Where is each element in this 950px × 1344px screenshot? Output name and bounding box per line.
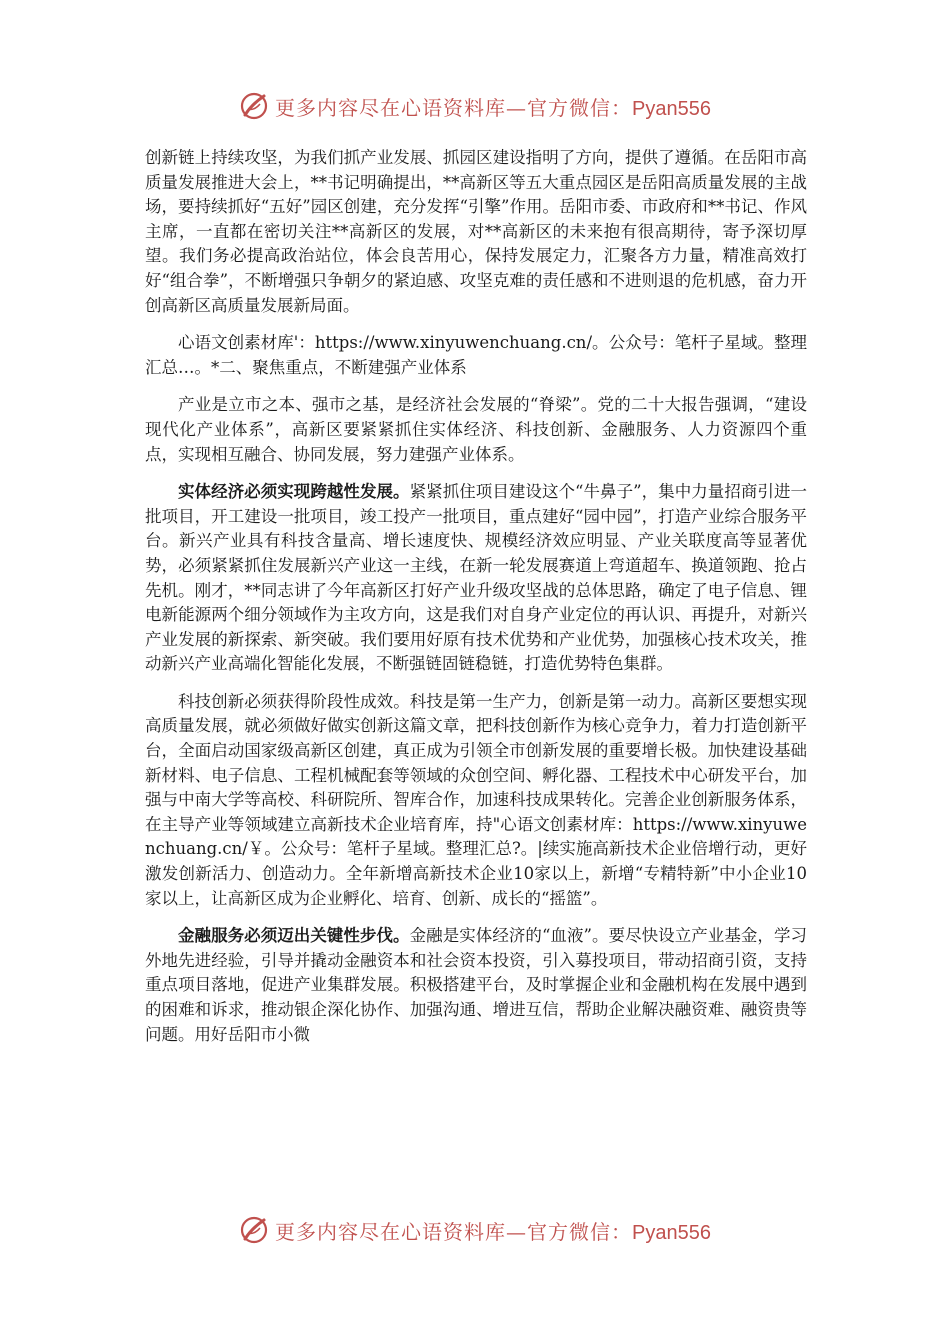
footer-banner-text <box>275 1216 711 1245</box>
paragraph-4 <box>145 480 807 677</box>
header-banner <box>0 86 950 126</box>
paragraph-4-heading: 实体经济必须实现跨越性发展。 <box>178 482 410 502</box>
footer-banner-title: 更多内容尽在心语资料库—官方微信： <box>275 1219 633 1244</box>
paragraph-6-heading: 金融服务必须迈出关键性步伐。 <box>178 926 410 946</box>
header-wechat-id: Pyan556 <box>632 97 711 120</box>
paragraph-5-text: 科技创新必须获得阶段性成效。科技是第一生产力，创新是第一动力。高新区要想实现高质量发展，就必须做好做实创新这篇文章，把科技创新作为核心竞争力，着力打造创新平台，全面启动国家级高新区创建，真正成为引领全市创新发展的重要增长极。加快建设基础新材料、电子信息、工程机械配套等领域的众创空间、孵化器、工程技术中心研发平台，加强与中南大学等高校、科研院所、智库合作，加速科技成果转化。完善企业创新服务体系，在主导产业等领域建立高新技术企业培育库，持"心语文创素材库：https://www.xinyuwenchuang.cn/￥。公众号：笔杆子星域。整理汇总?。|续实施高新技术企业倍增行动，更好激发创新活力、创造动力。全年新增高新技术企业10家以上，新增“专精特新”中小企业10家以上，让高新区成为企业孵化、培育、创新、成长的“摇篮”。 <box>145 691 807 908</box>
paragraph-1-text: 创新链上持续攻坚，为我们抓产业发展、抓园区建设指明了方向，提供了遵循。在岳阳市高质量发展推进大会上，**书记明确提出，**高新区等五大重点园区是岳阳高质量发展的主战场，要持续抓好“五好”园区创建，充分发挥“引擎”作用。岳阳市委、市政府和**书记、作风主席，一直都在密切关注**高新区的发展，对**高新区的未来抱有很高期待，寄予深切厚望。我们务必提高政治站位，体会良苦用心，保持发展定力，汇聚各方力量，精准高效打好“组合拳”，不断增强只争朝夕的紧迫感、攻坚克难的责任感和不进则退的危机感，奋力开创高新区高质量发展新局面。 <box>145 148 807 315</box>
paragraph-3 <box>145 393 807 467</box>
paragraph-4-text: 紧紧抓住项目建设这个“牛鼻子”，集中力量招商引进一批项目，开工建设一批项目，竣工投产一批项目，重点建好“园中园”，打造产业综合服务平台。新兴产业具有科技含量高、增长速度快、规模经济效应明显、产业关联度高等显著优势，必须紧紧抓住发展新兴产业这一主线，在新一轮发展赛道上弯道超车、换道领跑、抢占先机。刚才，**同志讲了今年高新区打好产业升级攻坚战的总体思路，确定了电子信息、锂电新能源两个细分领域作为主攻方向，这是我们对自身产业定位的再认识、再提升，对新兴产业发展的新探索、新突破。我们要用好原有技术优势和产业优势，加强核心技术攻关，推动新兴产业高端化智能化发展，不断强链固链稳链，打造优势特色集群。 <box>145 482 808 674</box>
header-banner-text <box>275 92 711 121</box>
paragraph-2 <box>145 331 807 380</box>
paragraph-5 <box>145 690 807 911</box>
paragraph-6 <box>145 924 807 1047</box>
paragraph-3-text: 产业是立市之本、强市之基，是经济社会发展的“脊梁”。党的二十大报告强调，“建设现代化产业体系”，高新区要紧紧抓住实体经济、科技创新、金融服务、人力资源四个重点，实现相互融合、协同发展，努力建强产业体系。 <box>145 395 807 464</box>
paragraph-6-text: 金融是实体经济的“血液”。要尽快设立产业基金，学习外地先进经验，引导并撬动金融资本和社会资本投资，引入募投项目，带动招商引资，支持重点项目落地，促进产业集群发展。积极搭建平台，及时掌握企业和金融机构在发展中遇到的困难和诉求，推动银企深化协作、加强沟通、增进互信，帮助企业解决融资难、融资贵等问题。用好岳阳市小微 <box>145 926 808 1044</box>
footer-banner <box>0 1210 950 1250</box>
brush-logo-icon <box>239 91 269 121</box>
document-body <box>145 146 807 1060</box>
brush-logo-icon <box>239 1215 269 1245</box>
paragraph-2-text: 心语文创素材库'：https://www.xinyuwenchuang.cn/。公众号：笔杆子星域。整理汇总…。*二、聚焦重点，不断建强产业体系 <box>145 333 807 377</box>
header-banner-title: 更多内容尽在心语资料库—官方微信： <box>275 95 633 120</box>
paragraph-1 <box>145 146 807 318</box>
footer-wechat-id: Pyan556 <box>632 1221 711 1244</box>
